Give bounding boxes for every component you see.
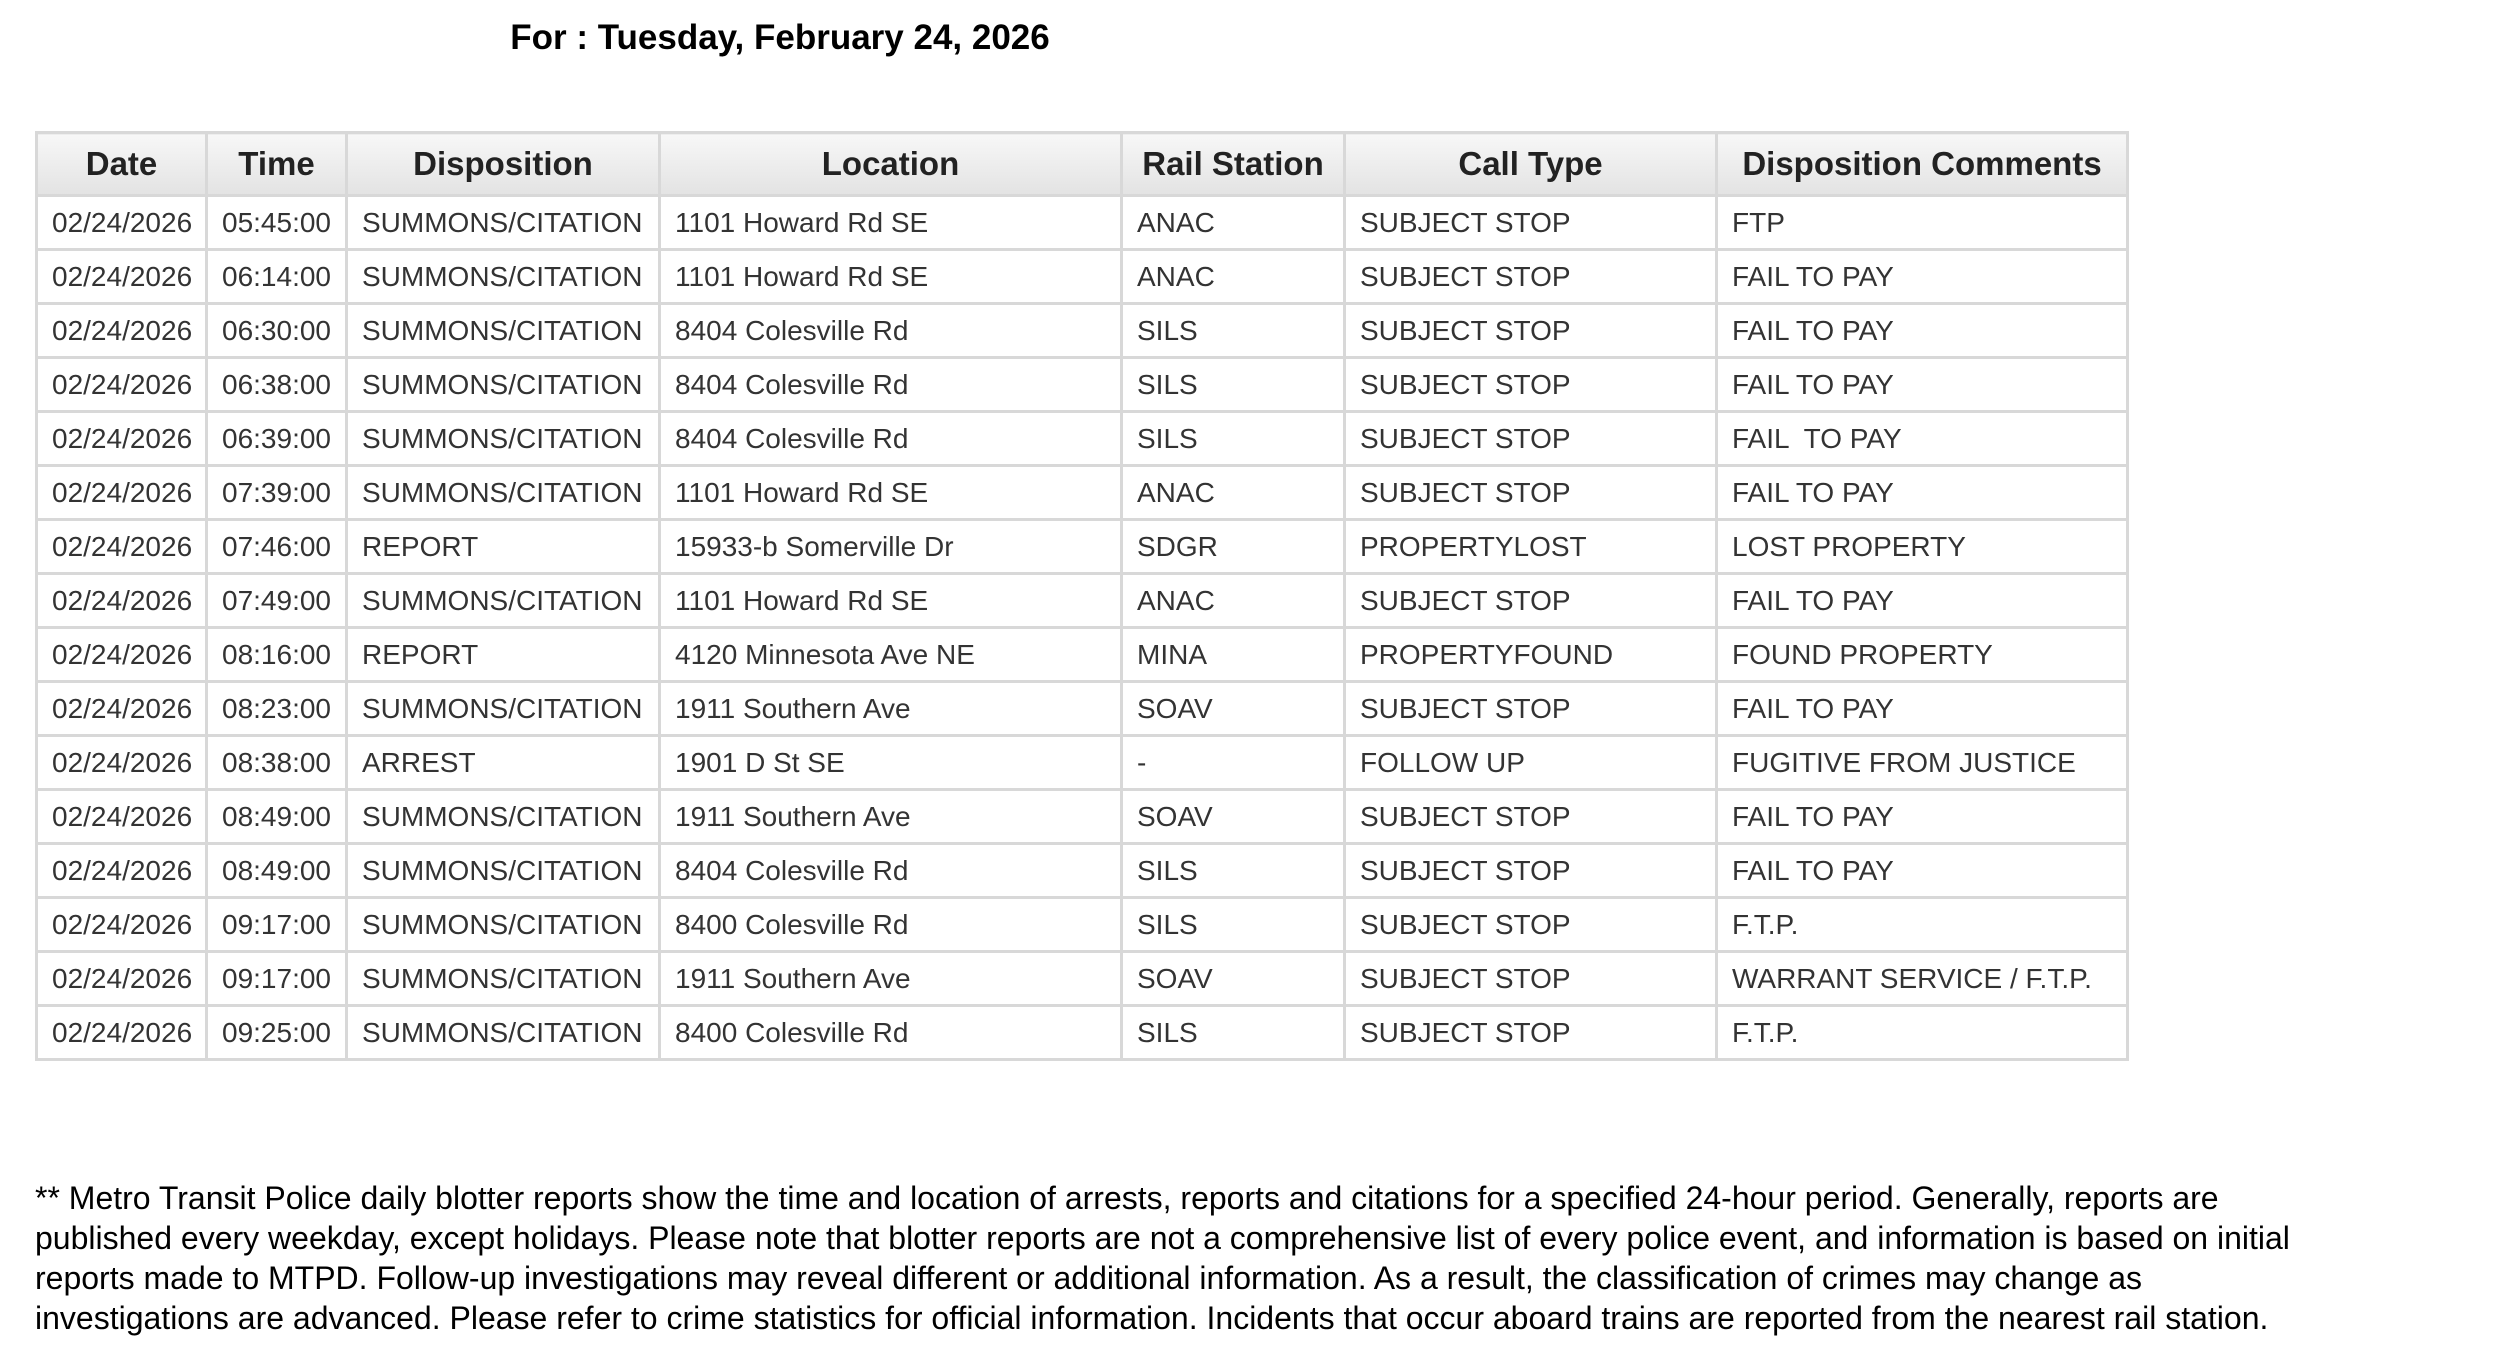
- table-cell: 09:25:00: [207, 1006, 347, 1060]
- table-cell: SUBJECT STOP: [1345, 574, 1717, 628]
- table-cell: 07:46:00: [207, 520, 347, 574]
- table-cell: SUMMONS/CITATION: [347, 790, 660, 844]
- table-cell: SUBJECT STOP: [1345, 682, 1717, 736]
- table-cell: 1911 Southern Ave: [660, 952, 1122, 1006]
- table-cell: 8404 Colesville Rd: [660, 844, 1122, 898]
- table-cell: 09:17:00: [207, 898, 347, 952]
- table-cell: F.T.P.: [1717, 1006, 2128, 1060]
- footnote: [35, 1178, 2495, 1338]
- table-cell: 02/24/2026: [37, 844, 207, 898]
- table-cell: SUBJECT STOP: [1345, 898, 1717, 952]
- table-cell: FAIL TO PAY: [1717, 412, 2128, 466]
- column-header: Rail Station: [1122, 133, 1345, 196]
- table-cell: SOAV: [1122, 952, 1345, 1006]
- table-cell: 02/24/2026: [37, 466, 207, 520]
- table-cell: 02/24/2026: [37, 412, 207, 466]
- footnote-line: ** Metro Transit Police daily blotter reports show the time and location of arrests, reports and citations for a specified 24-hour period. Generally, reports are: [35, 1180, 2219, 1216]
- table-cell: SUMMONS/CITATION: [347, 844, 660, 898]
- table-row: [37, 682, 2128, 736]
- table-cell: 1911 Southern Ave: [660, 682, 1122, 736]
- table-cell: SUMMONS/CITATION: [347, 1006, 660, 1060]
- table-row: [37, 736, 2128, 790]
- table-row: [37, 790, 2128, 844]
- table-cell: 02/24/2026: [37, 304, 207, 358]
- table-cell: SUBJECT STOP: [1345, 412, 1717, 466]
- table-cell: 08:23:00: [207, 682, 347, 736]
- table-cell: SUMMONS/CITATION: [347, 358, 660, 412]
- table-cell: 15933-b Somerville Dr: [660, 520, 1122, 574]
- table-cell: SUMMONS/CITATION: [347, 250, 660, 304]
- table-cell: 8400 Colesville Rd: [660, 1006, 1122, 1060]
- table-cell: SUMMONS/CITATION: [347, 412, 660, 466]
- table-cell: 02/24/2026: [37, 952, 207, 1006]
- table-cell: 8404 Colesville Rd: [660, 304, 1122, 358]
- footnote-line: reports made to MTPD. Follow-up investigations may reveal different or additional information. As a result, the classification of crimes may change as: [35, 1260, 2143, 1296]
- table-cell: FAIL TO PAY: [1717, 358, 2128, 412]
- column-header: Location: [660, 133, 1122, 196]
- table-cell: SILS: [1122, 358, 1345, 412]
- table-row: [37, 358, 2128, 412]
- table-cell: REPORT: [347, 628, 660, 682]
- table-body: [37, 196, 2128, 1060]
- table-cell: SUMMONS/CITATION: [347, 196, 660, 250]
- table-cell: FOLLOW UP: [1345, 736, 1717, 790]
- table-cell: SOAV: [1122, 790, 1345, 844]
- table-row: [37, 304, 2128, 358]
- table-cell: 8404 Colesville Rd: [660, 358, 1122, 412]
- table-cell: SILS: [1122, 898, 1345, 952]
- table-cell: 08:16:00: [207, 628, 347, 682]
- table-cell: REPORT: [347, 520, 660, 574]
- table-cell: 02/24/2026: [37, 790, 207, 844]
- table-row: [37, 844, 2128, 898]
- table-cell: 02/24/2026: [37, 574, 207, 628]
- table-row: [37, 1006, 2128, 1060]
- table-cell: SUMMONS/CITATION: [347, 304, 660, 358]
- table-row: [37, 628, 2128, 682]
- table-cell: SUMMONS/CITATION: [347, 898, 660, 952]
- table-cell: 08:38:00: [207, 736, 347, 790]
- table-cell: FAIL TO PAY: [1717, 466, 2128, 520]
- table-cell: SUBJECT STOP: [1345, 1006, 1717, 1060]
- table-cell: 02/24/2026: [37, 898, 207, 952]
- table-cell: SUMMONS/CITATION: [347, 574, 660, 628]
- table-cell: FAIL TO PAY: [1717, 574, 2128, 628]
- table-cell: SUMMONS/CITATION: [347, 952, 660, 1006]
- table-cell: SILS: [1122, 412, 1345, 466]
- table-cell: SILS: [1122, 1006, 1345, 1060]
- table-cell: SILS: [1122, 304, 1345, 358]
- table-cell: ARREST: [347, 736, 660, 790]
- table-cell: F.T.P.: [1717, 898, 2128, 952]
- table-cell: 02/24/2026: [37, 628, 207, 682]
- table-row: [37, 574, 2128, 628]
- footnote-line: published every weekday, except holidays. Please note that blotter reports are not a comprehensive list of every police event, and information is based on initial: [35, 1220, 2290, 1256]
- table-cell: 05:45:00: [207, 196, 347, 250]
- table-row: [37, 196, 2128, 250]
- table-row: [37, 952, 2128, 1006]
- table-cell: 1101 Howard Rd SE: [660, 196, 1122, 250]
- table-cell: SUBJECT STOP: [1345, 466, 1717, 520]
- table-cell: FAIL TO PAY: [1717, 682, 2128, 736]
- table-cell: SDGR: [1122, 520, 1345, 574]
- table-cell: SILS: [1122, 844, 1345, 898]
- table-cell: SUBJECT STOP: [1345, 358, 1717, 412]
- table-cell: 1901 D St SE: [660, 736, 1122, 790]
- table-cell: SUBJECT STOP: [1345, 952, 1717, 1006]
- table-cell: 06:30:00: [207, 304, 347, 358]
- table-cell: 8400 Colesville Rd: [660, 898, 1122, 952]
- table-cell: SUMMONS/CITATION: [347, 682, 660, 736]
- table-cell: 4120 Minnesota Ave NE: [660, 628, 1122, 682]
- table-cell: FAIL TO PAY: [1717, 844, 2128, 898]
- column-header: Time: [207, 133, 347, 196]
- table-cell: FOUND PROPERTY: [1717, 628, 2128, 682]
- table-row: [37, 898, 2128, 952]
- table-cell: SUBJECT STOP: [1345, 844, 1717, 898]
- table-cell: FAIL TO PAY: [1717, 250, 2128, 304]
- table-cell: 1101 Howard Rd SE: [660, 466, 1122, 520]
- table-cell: -: [1122, 736, 1345, 790]
- column-header: Date: [37, 133, 207, 196]
- table-cell: 1911 Southern Ave: [660, 790, 1122, 844]
- column-header: Call Type: [1345, 133, 1717, 196]
- table-cell: SUBJECT STOP: [1345, 304, 1717, 358]
- table-cell: SUBJECT STOP: [1345, 790, 1717, 844]
- table-cell: 06:38:00: [207, 358, 347, 412]
- table-cell: LOST PROPERTY: [1717, 520, 2128, 574]
- table-row: [37, 250, 2128, 304]
- table-cell: 02/24/2026: [37, 682, 207, 736]
- table-row: [37, 466, 2128, 520]
- table-cell: 08:49:00: [207, 790, 347, 844]
- table-row: [37, 520, 2128, 574]
- table-cell: 1101 Howard Rd SE: [660, 250, 1122, 304]
- table-cell: MINA: [1122, 628, 1345, 682]
- table-cell: SUBJECT STOP: [1345, 196, 1717, 250]
- table-header-row: [37, 133, 2128, 196]
- table-cell: 02/24/2026: [37, 520, 207, 574]
- table-cell: 06:39:00: [207, 412, 347, 466]
- table-cell: WARRANT SERVICE / F.T.P.: [1717, 952, 2128, 1006]
- table-cell: FTP: [1717, 196, 2128, 250]
- page-title: For : Tuesday, February 24, 2026: [510, 18, 1050, 57]
- table-cell: 8404 Colesville Rd: [660, 412, 1122, 466]
- table-cell: FAIL TO PAY: [1717, 790, 2128, 844]
- table-cell: ANAC: [1122, 196, 1345, 250]
- blotter-table: [35, 131, 2129, 1061]
- table-cell: FAIL TO PAY: [1717, 304, 2128, 358]
- table-cell: 09:17:00: [207, 952, 347, 1006]
- table-cell: 02/24/2026: [37, 250, 207, 304]
- table-row: [37, 412, 2128, 466]
- table-cell: 02/24/2026: [37, 358, 207, 412]
- table-cell: SUBJECT STOP: [1345, 250, 1717, 304]
- column-header: Disposition: [347, 133, 660, 196]
- table-cell: FUGITIVE FROM JUSTICE: [1717, 736, 2128, 790]
- table-cell: 1101 Howard Rd SE: [660, 574, 1122, 628]
- table-cell: ANAC: [1122, 250, 1345, 304]
- table-cell: 07:49:00: [207, 574, 347, 628]
- table-cell: SUMMONS/CITATION: [347, 466, 660, 520]
- table-cell: 02/24/2026: [37, 1006, 207, 1060]
- table-cell: SOAV: [1122, 682, 1345, 736]
- table-cell: PROPERTYLOST: [1345, 520, 1717, 574]
- table-cell: ANAC: [1122, 466, 1345, 520]
- table-cell: 02/24/2026: [37, 736, 207, 790]
- table-cell: PROPERTYFOUND: [1345, 628, 1717, 682]
- table-cell: 07:39:00: [207, 466, 347, 520]
- table-cell: ANAC: [1122, 574, 1345, 628]
- table-cell: 02/24/2026: [37, 196, 207, 250]
- table-cell: 06:14:00: [207, 250, 347, 304]
- table-cell: 08:49:00: [207, 844, 347, 898]
- column-header: Disposition Comments: [1717, 133, 2128, 196]
- footnote-line: investigations are advanced. Please refer to crime statistics for official information. Incidents that occur aboard trains are reported from the nearest rail station.: [35, 1300, 2269, 1336]
